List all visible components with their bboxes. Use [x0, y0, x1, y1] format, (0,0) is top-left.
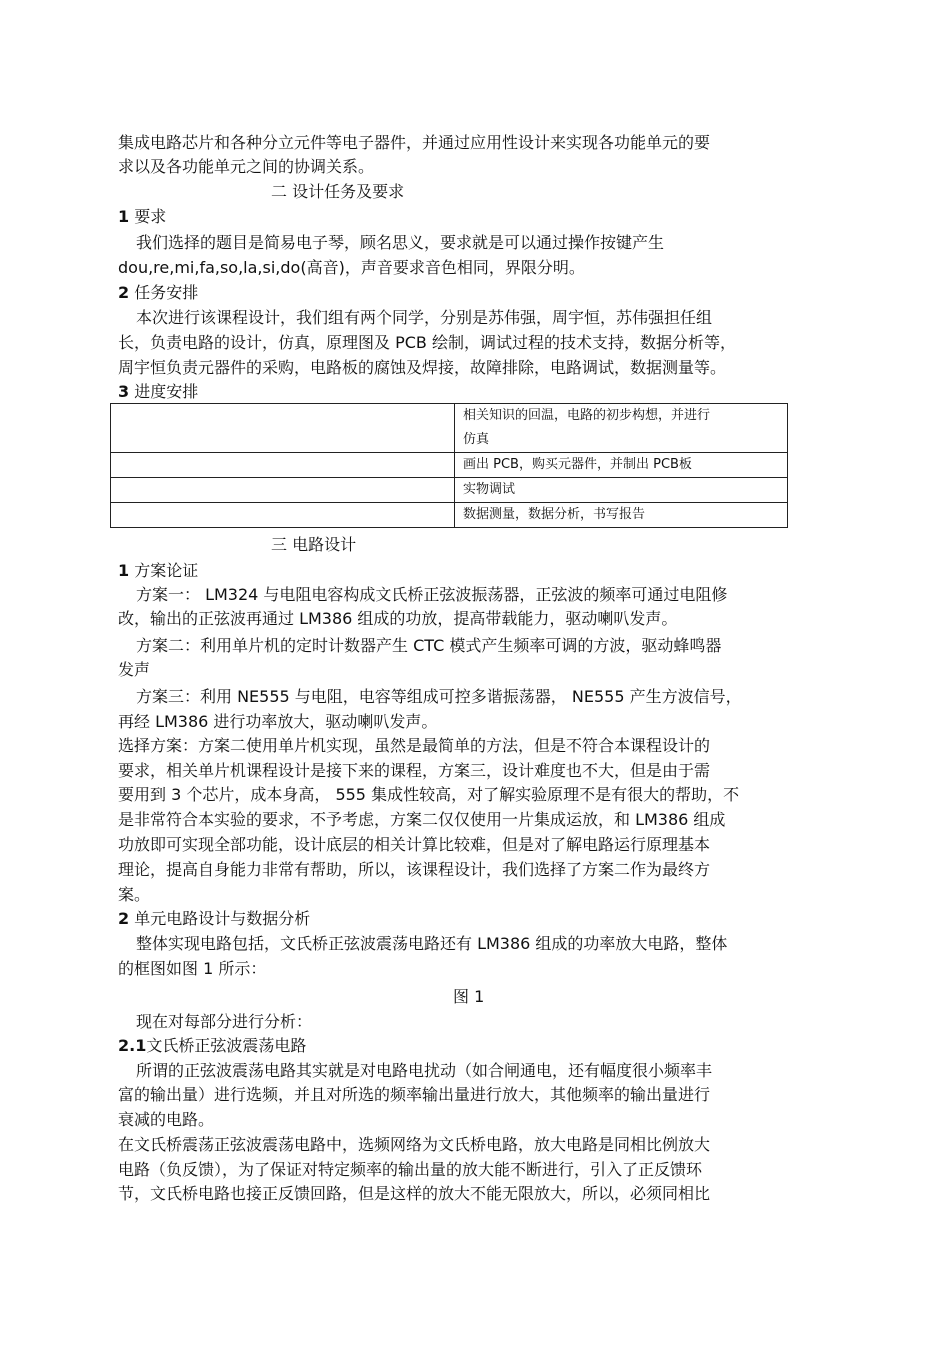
task-line-1: 本次进行该课程设计，我们组有两个同学，分别是苏伟强，周宇恒，苏伟强担任组 — [136, 308, 713, 327]
choice-line-7: 案。 — [118, 885, 151, 904]
plan2-line-2: 发声 — [118, 660, 151, 679]
analysis-intro: 现在对每部分进行分析： — [136, 1012, 313, 1031]
wien2-line-2: 电路（负反馈），为了保证对特定频率的输出量的放大能不断进行，引入了正反馈环 — [118, 1160, 703, 1179]
task-line: 仿真 — [463, 432, 490, 447]
table-cell-task: 数据测量，数据分析，书写报告 — [455, 503, 788, 528]
heading-text: 单元电路设计与数据分析 — [134, 909, 311, 928]
heading-text: 文氏桥正弦波震荡电路 — [146, 1036, 307, 1055]
table-row — [111, 404, 788, 453]
table-row — [111, 503, 788, 528]
heading-requirements — [118, 205, 166, 229]
unit-line-2: 的框图如图 1 所示： — [118, 959, 267, 978]
table-row — [111, 478, 788, 503]
choice-line-1: 选择方案：方案二使用单片机实现，虽然是最简单的方法，但是不符合本课程设计的 — [118, 736, 711, 755]
intro-line-2: 求以及各功能单元之间的协调关系。 — [118, 157, 375, 176]
heading-text: 任务安排 — [134, 283, 199, 302]
plan3-line-2: 再经 LM386 进行功率放大，驱动喇叭发声。 — [118, 712, 438, 731]
schedule-table — [110, 403, 788, 528]
heading-number: 3 — [118, 382, 130, 401]
choice-line-6: 理论，提高自身能力非常有帮助，所以，该课程设计，我们选择了方案二作为最终方 — [118, 860, 711, 879]
plan3-line-1: 方案三：利用 NE555 与电阻，电容等组成可控多谐振荡器， NE555 产生方波信号， — [136, 687, 742, 706]
choice-line-3: 要用到 3 个芯片，成本身高， 555 集成性较高，对了解实验原理不是有很大的帮助，不 — [118, 785, 740, 804]
heading-number: 2 — [118, 909, 130, 928]
choice-line-2: 要求，相关单片机课程设计是接下来的课程，方案三，设计难度也不大，但是由于需 — [118, 761, 711, 780]
heading-number: 2 — [118, 283, 130, 302]
table-cell-time — [111, 503, 455, 528]
requirements-line-1: 我们选择的题目是简易电子琴，顾名思义，要求就是可以通过操作按键产生 — [136, 233, 665, 252]
heading-number: 1 — [118, 561, 130, 580]
table-cell-task: 实物调试 — [455, 478, 788, 503]
wien-line-1: 所谓的正弦波震荡电路其实就是对电路电扰动（如合闸通电，还有幅度很小频率丰 — [136, 1061, 713, 1080]
heading-schedule — [118, 380, 198, 404]
table-cell-time — [111, 404, 455, 453]
heading-text: 进度安排 — [134, 382, 199, 401]
choice-line-5: 功放即可实现全部功能，设计底层的相关计算比较难，但是对了解电路运行原理基本 — [118, 835, 711, 854]
wien-line-2: 富的输出量）进行选频，并且对所选的频率输出量进行放大，其他频率的输出量进行 — [118, 1085, 711, 1104]
table-cell-time — [111, 453, 455, 478]
heading-wien-bridge — [118, 1034, 306, 1058]
plan2-line-1: 方案二：利用单片机的定时计数器产生 CTC 模式产生频率可调的方波，驱动蜂鸣器 — [136, 636, 722, 655]
heading-task-arrangement — [118, 281, 198, 305]
wien-line-3: 衰减的电路。 — [118, 1110, 215, 1129]
task-line-3: 周宇恒负责元器件的采购，电路板的腐蚀及焊接，故障排除，电路调试，数据测量等。 — [118, 358, 727, 377]
section-title-2: 二 设计任务及要求 — [271, 182, 405, 201]
requirements-line-2: dou,re,mi,fa,so,la,si,do(高音)，声音要求音色相同，界限分明。 — [118, 258, 585, 277]
task-line: 相关知识的回温，电路的初步构想，并进行 — [463, 408, 711, 423]
figure-caption: 图 1 — [453, 987, 485, 1006]
wien2-line-3: 节，文氏桥电路也接正反馈回路，但是这样的放大不能无限放大，所以，必须同相比 — [118, 1184, 711, 1203]
heading-text: 方案论证 — [134, 561, 199, 580]
heading-number: 1 — [118, 207, 130, 226]
intro-line-1: 集成电路芯片和各种分立元件等电子器件，并通过应用性设计来实现各功能单元的要 — [118, 133, 711, 152]
table-cell-time — [111, 478, 455, 503]
heading-text: 要求 — [134, 207, 167, 226]
table-cell-task — [455, 404, 788, 453]
heading-number: 2.1 — [118, 1036, 147, 1055]
heading-unit-circuit — [118, 907, 310, 931]
section-title-3: 三 电路设计 — [271, 535, 357, 554]
task-line-2: 长，负责电路的设计，仿真，原理图及 PCB 绘制，调试过程的技术支持，数据分析等， — [118, 333, 736, 352]
choice-line-4: 是非常符合本实验的要求，不予考虑，方案二仅仅使用一片集成运放，和 LM386 组成 — [118, 810, 726, 829]
wien2-line-1: 在文氏桥震荡正弦波震荡电路中，选频网络为文氏桥电路，放大电路是同相比例放大 — [118, 1135, 711, 1154]
plan1-line-2: 改，输出的正弦波再通过 LM386 组成的功放，提高带载能力，驱动喇叭发声。 — [118, 609, 678, 628]
heading-plan-proof — [118, 559, 198, 583]
table-cell-task: 画出 PCB，购买元器件，并制出 PCB板 — [455, 453, 788, 478]
table-row — [111, 453, 788, 478]
unit-line-1: 整体实现电路包括，文氏桥正弦波震荡电路还有 LM386 组成的功率放大电路，整体 — [136, 934, 728, 953]
plan1-line-1: 方案一： LM324 与电阻电容构成文氏桥正弦波振荡器，正弦波的频率可通过电阻修 — [136, 585, 728, 604]
